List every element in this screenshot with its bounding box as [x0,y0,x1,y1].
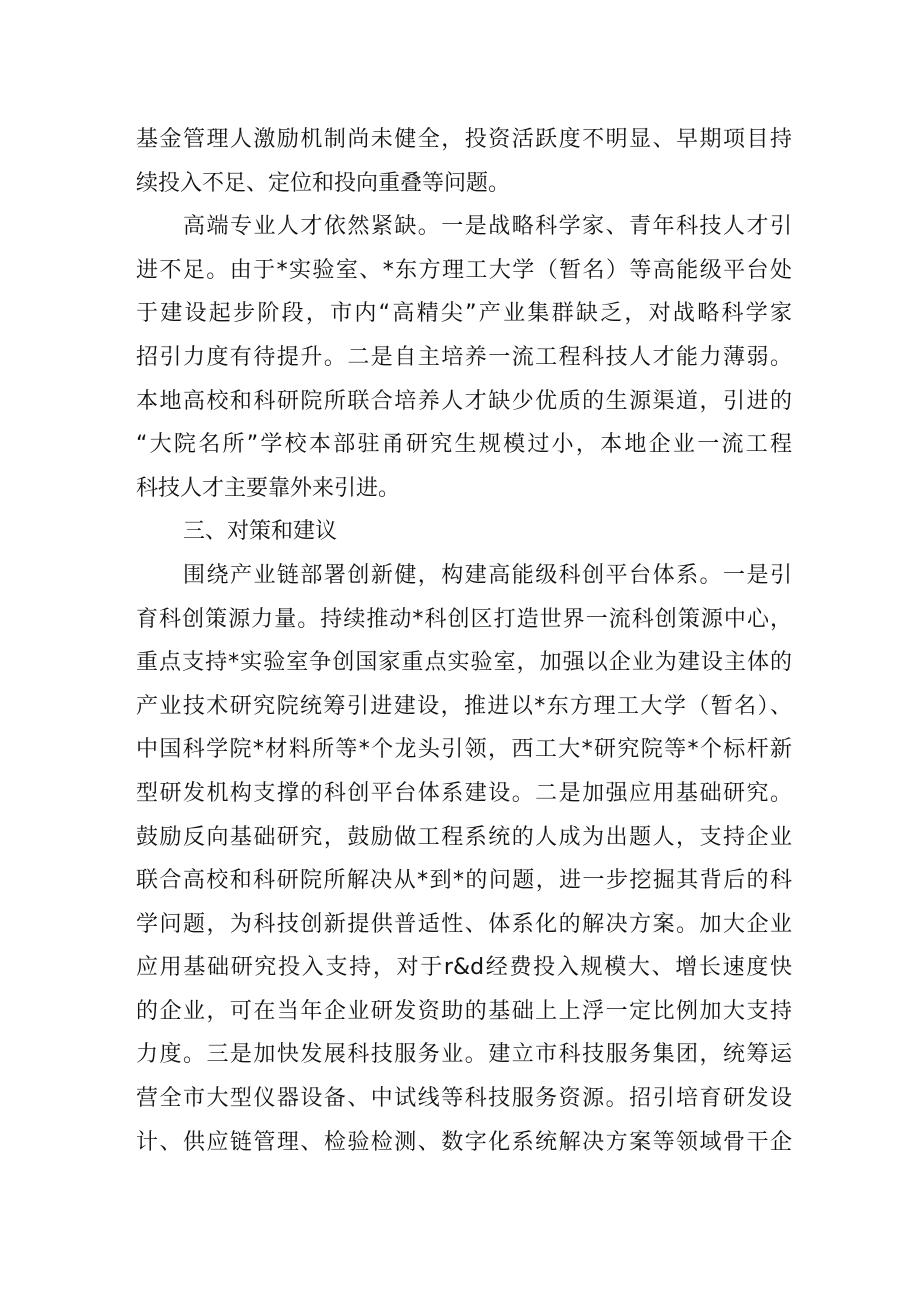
text-line: 基金管理人激励机制尚未健全，投资活跃度不明显、早期项目持 [136,127,792,152]
text-line: 于建设起步阶段，市内“高精尖”产业集群缺乏，对战略科学家 [136,301,793,327]
text-line: 力度。三是加快发展科技服务业。建立市科技服务集团，统筹运 [136,1042,792,1068]
document-body [136,118,792,1164]
text-line: 鼓励反向基础研究，鼓励做工程系统的人成为出题人，支持企业 [136,824,792,850]
text-line: 应用基础研究投入支持，对于r&d经费投入规模大、增长速度快 [136,955,792,981]
text-line: 招引力度有待提升。二是自主培养一流工程科技人才能力薄弱。 [136,344,792,370]
text-line: 学问题，为科技创新提供普适性、体系化的解决方案。加大企业 [136,911,792,937]
text-line: 育科创策源力量。持续推动*科创区打造世界一流科创策源中心， [136,606,792,632]
text-line: 营全市大型仪器设备、中试线等科技服务资源。招引培育研发设 [136,1086,792,1112]
text-line: 重点支持*实验室争创国家重点实验室，加强以企业为建设主体的 [136,650,792,676]
text-line: 三、对策和建议 [183,519,338,545]
text-line: 的企业，可在当年企业研发资助的基础上上浮一定比例加大支持 [136,998,792,1024]
text-line: 本地高校和科研院所联合培养人才缺少优质的生源渠道，引进的 [136,388,792,414]
text-line: 中国科学院*材料所等*个龙头引领，西工大*研究院等*个标杆新 [136,737,792,763]
text-line: 计、供应链管理、检验检测、数字化系统解决方案等领域骨干企 [136,1129,792,1155]
text-line: 产业技术研究院统筹引进建设，推进以*东方理工大学（暂名）、 [136,693,792,719]
text-line: 联合高校和科研院所解决从*到*的问题，进一步挖掘其背后的科 [136,868,792,894]
text-line: 型研发机构支撑的科创平台体系建设。二是加强应用基础研究。 [136,780,792,806]
text-line: “大院名所”学校本部驻甬研究生规模过小，本地企业一流工程 [136,432,793,458]
text-line: 高端专业人才依然紧缺。一是战略科学家、青年科技人才引 [183,214,792,240]
text-line: 科技人才主要靠外来引进。 [136,475,401,501]
text-line: 续投入不足、定位和投向重叠等问题。 [136,170,511,196]
text-line: 围绕产业链部署创新健，构建高能级科创平台体系。一是引 [183,562,792,588]
text-line: 进不足。由于*实验室、*东方理工大学（暂名）等高能级平台处 [136,257,792,283]
